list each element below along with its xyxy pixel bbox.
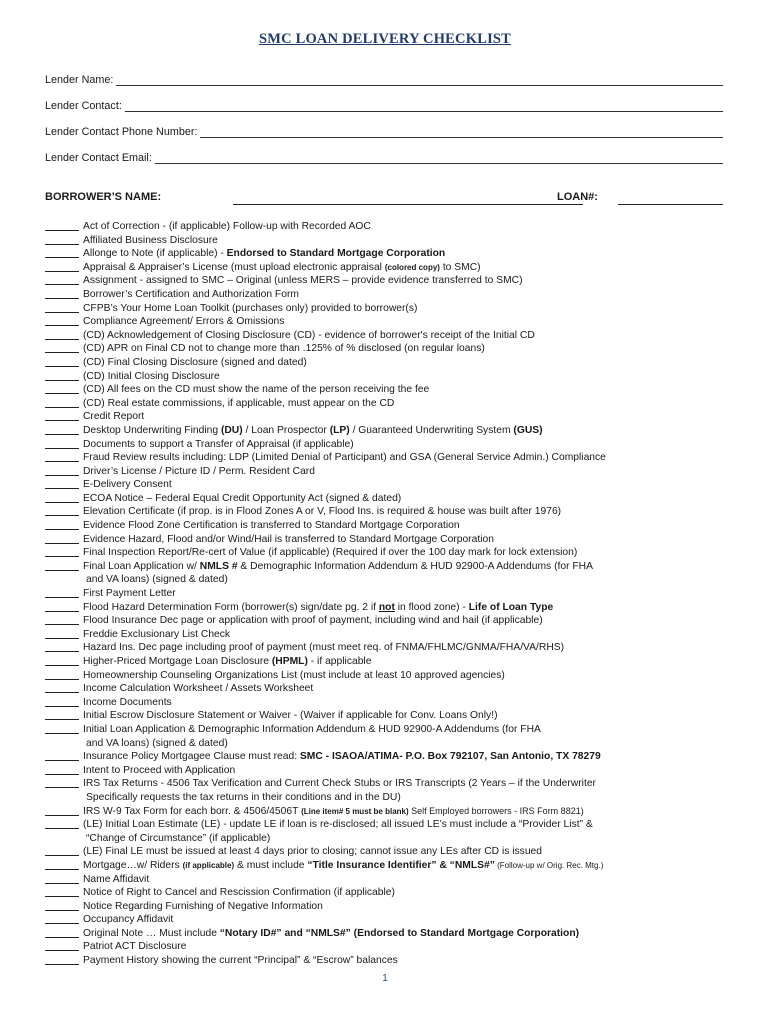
checklist-item [45,628,735,642]
checklist-item [45,954,735,968]
checkbox-blank[interactable] [45,383,79,394]
checklist [45,220,735,968]
checkbox-blank[interactable] [45,492,79,503]
checklist-item [45,900,735,914]
checkbox-blank[interactable] [45,614,79,625]
checkbox-blank[interactable] [45,655,79,666]
checkbox-blank[interactable] [45,560,79,571]
checklist-item-text: First Payment Letter [83,588,176,600]
checklist-item [45,274,735,288]
checkbox-blank[interactable] [45,424,79,435]
checklist-item-continuation: and VA loans) (signed & dated) [86,574,228,586]
checklist-item [45,859,735,873]
checkbox-blank[interactable] [45,465,79,476]
checkbox-blank[interactable] [45,478,79,489]
lender-phone-field [45,124,723,138]
checklist-item [45,750,735,764]
checklist-item [45,356,735,370]
checklist-item-text: Income Documents [83,696,172,708]
checkbox-blank[interactable] [45,900,79,911]
checklist-item-text: Name Affidavit [83,873,150,885]
checklist-item [45,220,735,234]
checklist-item-text: (LE) Initial Loan Estimate (LE) - update LE if loan is re-disclosed; all issued LE’s must include a “Provider List” & [83,819,593,831]
checklist-item-text: (CD) Final Closing Disclosure (signed and dated) [83,356,307,368]
checklist-item [45,302,735,316]
checklist-item [45,886,735,900]
checklist-item [45,342,735,356]
lender-phone-blank[interactable] [200,126,723,138]
loan-number-label: LOAN#: [557,191,598,203]
checkbox-blank[interactable] [45,451,79,462]
checklist-item [45,560,735,574]
checklist-item [45,546,735,560]
checklist-item-text: Intent to Proceed with Application [83,764,236,776]
checklist-item-text: ECOA Notice – Federal Equal Credit Opportunity Act (signed & dated) [83,492,402,504]
checklist-item-text: Mortgage…w/ Riders (if applicable) & must include “Title Insurance Identifier” & “NMLS#” (Follow-up w/ Orig. Rec. Mtg.) [83,859,604,871]
checklist-item [45,519,735,533]
checkbox-blank[interactable] [45,927,79,938]
checklist-item [45,669,735,683]
checklist-item [45,261,735,275]
checklist-item-text: Assignment - assigned to SMC – Original (unless MERS – provide evidence transferred to SMC) [83,275,523,287]
checkbox-blank[interactable] [45,750,79,761]
checklist-item-text: Appraisal & Appraiser’s License (must upload electronic appraisal (colored copy) to SMC) [83,261,481,273]
lender-email-blank[interactable] [155,152,723,164]
lender-contact-field [45,98,723,112]
borrower-row [45,191,723,206]
checklist-item [45,927,735,941]
checklist-item-text: (CD) All fees on the CD must show the name of the person receiving the fee [83,384,430,396]
checklist-item-text: Initial Loan Application & Demographic Information Addendum & HUD 92900-A Addendums (for FHA [83,723,541,735]
checklist-item [45,424,735,438]
checklist-item-text: (LE) Final LE must be issued at least 4 days prior to closing; cannot issue any LEs after CD is issued [83,846,543,858]
checkbox-blank[interactable] [45,315,79,326]
checklist-item-text: Hazard Ins. Dec page including proof of payment (must meet req. of FNMA/FHLMC/GNMA/FHA/VA/RHS) [83,642,565,654]
checklist-item-text: Insurance Policy Mortgagee Clause must read: SMC - ISAOA/ATIMA- P.O. Box 792107, San Antonio, TX 78279 [83,751,601,763]
checkbox-blank[interactable] [45,601,79,612]
checklist-item [45,234,735,248]
checklist-item [45,329,735,343]
checkbox-blank[interactable] [45,288,79,299]
checkbox-blank[interactable] [45,805,79,816]
checkbox-blank[interactable] [45,274,79,285]
checklist-item-text: Final Loan Application w/ NMLS # & Demographic Information Addendum & HUD 92900-A Addendums (for FHA [83,560,593,572]
checklist-item [45,370,735,384]
checkbox-blank[interactable] [45,886,79,897]
checkbox-blank[interactable] [45,533,79,544]
checkbox-blank[interactable] [45,913,79,924]
checklist-item [45,492,735,506]
checklist-item [45,614,735,628]
checklist-item-text: Occupancy Affidavit [83,914,174,926]
checklist-item [45,723,735,737]
checklist-item [45,505,735,519]
lender-contact-blank[interactable] [125,100,723,112]
checkbox-blank[interactable] [45,845,79,856]
checkbox-blank[interactable] [45,696,79,707]
checkbox-blank[interactable] [45,954,79,965]
borrower-name-blank[interactable] [233,204,583,205]
checklist-item-continuation: “Change of Circumstance” (if applicable) [86,832,271,844]
checklist-item [45,397,735,411]
checklist-item [45,641,735,655]
checklist-item [45,451,735,465]
checkbox-blank[interactable] [45,859,79,870]
checklist-item-text: Fraud Review results including: LDP (Limited Denial of Participant) and GSA (General Service Admin.) Compliance [83,452,606,464]
checkbox-blank[interactable] [45,723,79,734]
page-number: 1 [382,973,388,984]
checklist-item [45,709,735,723]
checklist-item-text: Affiliated Business Disclosure [83,234,218,246]
checklist-item [45,315,735,329]
checklist-item-text: Higher-Priced Mortgage Loan Disclosure (HPML) - if applicable [83,656,372,667]
checklist-item-text: (CD) Real estate commissions, if applicable, must appear on the CD [83,397,395,409]
lender-name-label: Lender Name: [45,74,114,86]
checklist-item-text: Driver’s License / Picture ID / Perm. Resident Card [83,465,315,477]
checklist-item [45,805,735,819]
checkbox-blank[interactable] [45,641,79,652]
checklist-item [45,601,735,615]
checklist-item-text: Allonge to Note (if applicable) - Endorsed to Standard Mortgage Corporation [83,248,446,260]
checklist-item [45,587,735,601]
checkbox-blank[interactable] [45,682,79,693]
lender-contact-label: Lender Contact: [45,100,122,112]
checkbox-blank[interactable] [45,519,79,530]
checkbox-blank[interactable] [45,397,79,408]
lender-name-field [45,72,723,86]
checkbox-blank[interactable] [45,438,79,449]
checklist-item [45,410,735,424]
checklist-item-text: Compliance Agreement/ Errors & Omissions [83,316,285,328]
checklist-item [45,288,735,302]
checklist-item-text: Homeownership Counseling Organizations List (must include at least 10 approved agencies) [83,669,505,681]
lender-phone-label: Lender Contact Phone Number: [45,126,198,138]
checklist-item [45,247,735,261]
checkbox-blank[interactable] [45,940,79,951]
checkbox-blank[interactable] [45,302,79,313]
checklist-item-text: (CD) Initial Closing Disclosure [83,370,220,382]
checkbox-blank[interactable] [45,669,79,680]
checklist-item-text: E-Delivery Consent [83,479,172,491]
checklist-item-text: CFPB’s Your Home Loan Toolkit (purchases only) provided to borrower(s) [83,302,418,314]
checklist-item [45,845,735,859]
checklist-item-text: Flood Hazard Determination Form (borrower(s) sign/date pg. 2 if not in flood zone) - Life of Loan Type [83,601,554,613]
checklist-item-text: Borrower’s Certification and Authorization Form [83,288,299,300]
checklist-item [45,818,735,832]
checklist-item-continuation: Specifically requests the tax returns in their conditions and in the DU) [86,791,401,803]
lender-name-blank[interactable] [116,74,723,86]
checklist-item-text: Freddie Exclusionary List Check [83,628,231,640]
checkbox-blank[interactable] [45,261,79,272]
checklist-item-text: Elevation Certificate (if prop. is in Flood Zones A or V, Flood Ins. is required & house was built after 1976) [83,506,562,518]
checklist-item-text: Notice of Right to Cancel and Rescission Confirmation (if applicable) [83,887,395,899]
checkbox-blank[interactable] [45,410,79,421]
checkbox-blank[interactable] [45,220,79,231]
checklist-item [45,940,735,954]
checklist-item-text: (CD) Acknowledgement of Closing Disclosure (CD) - evidence of borrower's receipt of the Initial CD [83,329,535,341]
checklist-item [45,478,735,492]
checklist-item [45,383,735,397]
checkbox-blank[interactable] [45,342,79,353]
checklist-item-text: Notice Regarding Furnishing of Negative Information [83,900,323,912]
checklist-item-text: Evidence Hazard, Flood and/or Wind/Hail is transferred to Standard Mortgage Corporation [83,533,494,545]
checklist-item [45,913,735,927]
checkbox-blank[interactable] [45,356,79,367]
checkbox-blank[interactable] [45,764,79,775]
checklist-item [45,696,735,710]
checklist-item-text: IRS Tax Returns - 4506 Tax Verification and Current Check Stubs or IRS Transcripts (2 Years – if the Underwriter [83,778,596,790]
checklist-item-text: IRS W-9 Tax Form for each borr. & 4506/4506T (Line item# 5 must be blank) Self Employed borrowers - IRS Form 8821) [83,805,584,817]
checklist-item [45,777,735,791]
checkbox-blank[interactable] [45,777,79,788]
loan-number-blank[interactable] [618,204,723,205]
checklist-item-text: Desktop Underwriting Finding (DU) / Loan Prospector (LP) / Guaranteed Underwriting System (GUS) [83,424,543,436]
checklist-item-text: Payment History showing the current “Principal” & “Escrow” balances [83,955,398,967]
page-title: SMC LOAN DELIVERY CHECKLIST [258,31,512,47]
checklist-item-text: Patriot ACT Disclosure [83,941,187,953]
checkbox-blank[interactable] [45,546,79,557]
checklist-item [45,533,735,547]
checklist-item-text: Credit Report [83,411,145,423]
checklist-item-text: Evidence Flood Zone Certification is transferred to Standard Mortgage Corporation [83,520,460,532]
checklist-item [45,438,735,452]
borrower-name-label: BORROWER’S NAME: [45,191,162,203]
checklist-item-text: (CD) APR on Final CD not to change more than .125% of % disclosed (on regular loans) [83,343,485,355]
checklist-item-text: Initial Escrow Disclosure Statement or Waiver - (Waiver if applicable for Conv. Loans Only!) [83,710,498,722]
checklist-item [45,465,735,479]
checklist-item [45,655,735,669]
checklist-item-text: Income Calculation Worksheet / Assets Worksheet [83,683,314,695]
checkbox-blank[interactable] [45,329,79,340]
checkbox-blank[interactable] [45,628,79,639]
checklist-item-text: Flood Insurance Dec page or application with proof of payment, including wind and hail (if applicable) [83,615,543,627]
checklist-item [45,682,735,696]
checklist-item-text: Documents to support a Transfer of Appraisal (if applicable) [83,438,354,450]
lender-email-field [45,150,723,164]
checkbox-blank[interactable] [45,370,79,381]
checklist-item [45,764,735,778]
checkbox-blank[interactable] [45,587,79,598]
checklist-item-text: Original Note … Must include “Notary ID#” and “NMLS#” (Endorsed to Standard Mortgage Corporation) [83,927,580,939]
checkbox-blank[interactable] [45,234,79,245]
checkbox-blank[interactable] [45,247,79,258]
checkbox-blank[interactable] [45,505,79,516]
checklist-item-text: Act of Correction - (if applicable) Follow-up with Recorded AOC [83,221,371,232]
checkbox-blank[interactable] [45,709,79,720]
lender-email-label: Lender Contact Email: [45,152,152,164]
checklist-item-text: Final Inspection Report/Re-cert of Value (if applicable) (Required if over the 100 day mark for lock extension) [83,547,578,559]
checkbox-blank[interactable] [45,873,79,884]
checklist-item [45,873,735,887]
checkbox-blank[interactable] [45,818,79,829]
checklist-item-continuation: and VA loans) (signed & dated) [86,737,228,749]
